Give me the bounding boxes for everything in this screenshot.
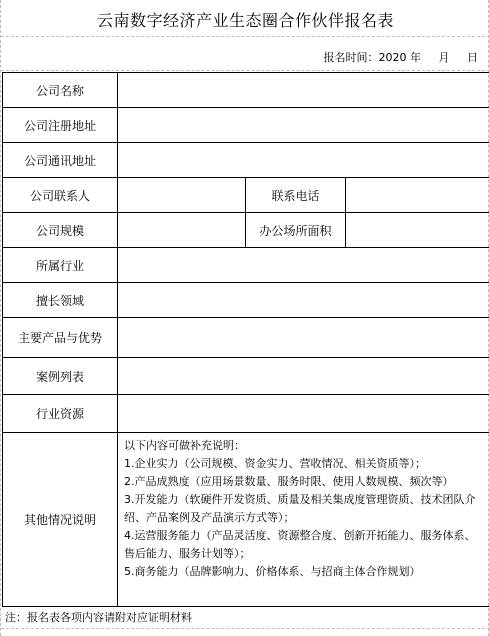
industry-field[interactable]	[118, 248, 489, 283]
company-name-field[interactable]	[118, 73, 489, 108]
note-item: 2.产品成熟度（应用场景数量、服务时限、使用人数规模、频次等）	[124, 475, 454, 488]
note-item: 4.运营服务能力（产品灵活度、资源整合度、创新开拓能力、服务体系、售后能力、服务计划等）；	[124, 529, 476, 560]
row-cases	[3, 358, 489, 395]
footnote: 注：报名表各项内容请附对应证明材料	[5, 611, 192, 624]
row-products	[3, 318, 489, 358]
company-scale-label: 公司规模	[3, 213, 118, 248]
contact-person-field[interactable]	[118, 178, 246, 213]
row-industry	[3, 248, 489, 283]
row-company-name	[3, 73, 489, 108]
other-label: 其他情况说明	[3, 433, 118, 607]
expertise-label: 擅长领域	[3, 283, 118, 318]
mailing-address-field[interactable]	[118, 143, 489, 178]
products-label: 主要产品与优势	[3, 318, 118, 358]
office-area-label: 办公场所面积	[246, 213, 346, 248]
industry-label: 所属行业	[3, 248, 118, 283]
other-field[interactable]	[118, 433, 489, 607]
cases-field[interactable]	[118, 358, 489, 395]
row-scale	[3, 213, 489, 248]
row-expertise	[3, 283, 489, 318]
title-divider	[1, 36, 489, 37]
row-contact	[3, 178, 489, 213]
other-notes	[118, 433, 489, 585]
footer-divider	[1, 628, 489, 629]
company-address-field[interactable]	[118, 108, 489, 143]
mailing-address-label: 公司通讯地址	[3, 143, 118, 178]
company-name-label: 公司名称	[3, 73, 118, 108]
contact-phone-label: 联系电话	[246, 178, 346, 213]
registration-date: 报名时间：2020 年 月 日	[323, 51, 478, 64]
company-scale-field[interactable]	[118, 213, 246, 248]
other-notes-intro: 以下内容可做补充说明：	[124, 439, 245, 452]
note-item: 1.企业实力（公司规模、资金实力、营收情况、相关资质等）；	[124, 457, 426, 470]
note-item: 3.开发能力（软硬件开发资质、质量及相关集成度管理资质、技术团队介绍、产品案例及产品演示方式等）；	[124, 493, 476, 524]
row-resources	[3, 395, 489, 433]
contact-person-label: 公司联系人	[3, 178, 118, 213]
row-company-address	[3, 108, 489, 143]
expertise-field[interactable]	[118, 283, 489, 318]
office-area-field[interactable]	[346, 213, 489, 248]
note-item: 5.商务能力（品牌影响力、价格体系、与招商主体合作规划）	[124, 565, 421, 578]
row-mailing-address	[3, 143, 489, 178]
cases-label: 案例列表	[3, 358, 118, 395]
resources-label: 行业资源	[3, 395, 118, 433]
resources-field[interactable]	[118, 395, 489, 433]
date-divider	[1, 70, 489, 71]
registration-table	[2, 72, 489, 607]
products-field[interactable]	[118, 318, 489, 358]
contact-phone-field[interactable]	[346, 178, 489, 213]
company-address-label: 公司注册地址	[3, 108, 118, 143]
row-other	[3, 433, 489, 607]
form-title: 云南数字经济产业生态圈合作伙伴报名表	[96, 11, 394, 30]
